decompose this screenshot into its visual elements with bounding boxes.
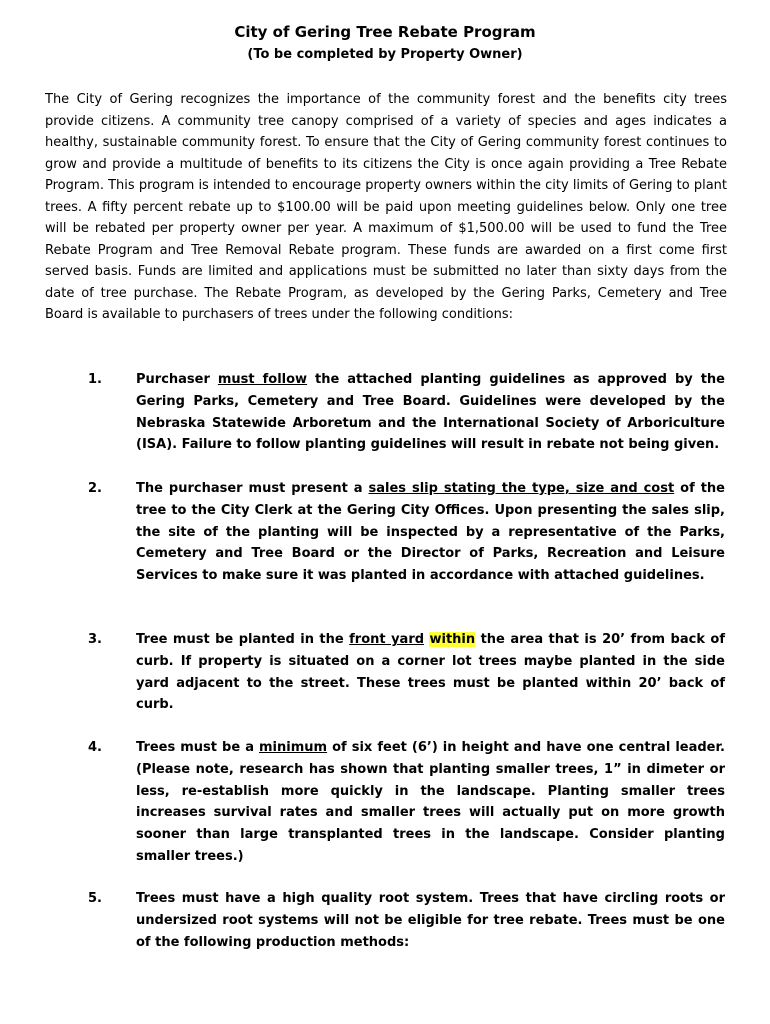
highlighted-word: within xyxy=(429,632,476,647)
condition-item-1 xyxy=(88,369,728,456)
condition-text: Trees must be a minimum of six feet (6’) in height and have one central leader. (Please note, research has shown that planting smaller trees, 1” in dimeter or less, re-establish more quickly in the landscape. Planting smaller trees increases survival rates and smaller trees will actually put on more growth sooner than large transplanted trees in the landscape. Consider planting smaller trees.) xyxy=(136,740,725,864)
document-subtitle: (To be completed by Property Owner) xyxy=(247,47,523,62)
underlined-phrase: front yard xyxy=(349,632,425,647)
document-title: City of Gering Tree Rebate Program xyxy=(234,23,536,41)
underlined-phrase: sales slip stating the type, size and cost xyxy=(368,481,675,496)
underlined-phrase: must follow xyxy=(217,372,308,387)
underlined-phrase: minimum xyxy=(259,740,328,755)
condition-number: 3. xyxy=(88,632,102,647)
condition-number: 1. xyxy=(88,372,102,387)
condition-item-3 xyxy=(88,629,728,716)
condition-number: 5. xyxy=(88,891,102,906)
condition-item-2 xyxy=(88,478,728,587)
condition-number: 2. xyxy=(88,481,102,496)
condition-item-5 xyxy=(88,888,728,953)
condition-number: 4. xyxy=(88,740,102,755)
condition-text: Purchaser must follow the attached planting guidelines as approved by the Gering Parks, Cemetery and Tree Board. Guidelines were developed by the Nebraska Statewide Arboretum and the International Society of Arboriculture (ISA). Failure to follow planting guidelines will result in rebate not being given. xyxy=(136,372,725,453)
condition-text: Trees must have a high quality root system. Trees that have circling roots or undersized root systems will not be eligible for tree rebate. Trees must be one of the following production methods: xyxy=(136,891,725,950)
condition-text: Tree must be planted in the front yard within the area that is 20’ from back of curb. If property is situated on a corner lot trees maybe planted in the side yard adjacent to the street. These trees must be planted within 20’ back of curb. xyxy=(136,632,725,713)
intro-paragraph: The City of Gering recognizes the importance of the community forest and the benefits city trees provide citizens. A community tree canopy comprised of a variety of species and ages indicates a healthy, sustainable community forest. To ensure that the City of Gering community forest continues to grow and provide a multitude of benefits to its citizens the City is once again providing a Tree Rebate Program. This program is intended to encourage property owners within the city limits of Gering to plant trees. A fifty percent rebate up to $100.00 will be paid upon meeting guidelines below. Only one tree will be rebated per property owner per year. A maximum of $1,500.00 will be used to fund the Tree Rebate Program and Tree Removal Rebate program. These funds are awarded on a first come first served basis. Funds are limited and applications must be submitted no later than sixty days from the date of tree purchase. The Rebate Program, as developed by the Gering Parks, Cemetery and Tree Board is available to purchasers of trees under the following conditions: xyxy=(45,92,727,322)
condition-item-4 xyxy=(88,737,728,868)
condition-text: The purchaser must present a sales slip stating the type, size and cost of the tree to the City Clerk at the Gering City Offices. Upon presenting the sales slip, the site of the planting will be inspected by a representative of the Parks, Cemetery and Tree Board or the Director of Parks, Recreation and Leisure Services to make sure it was planted in accordance with attached guidelines. xyxy=(136,481,725,584)
